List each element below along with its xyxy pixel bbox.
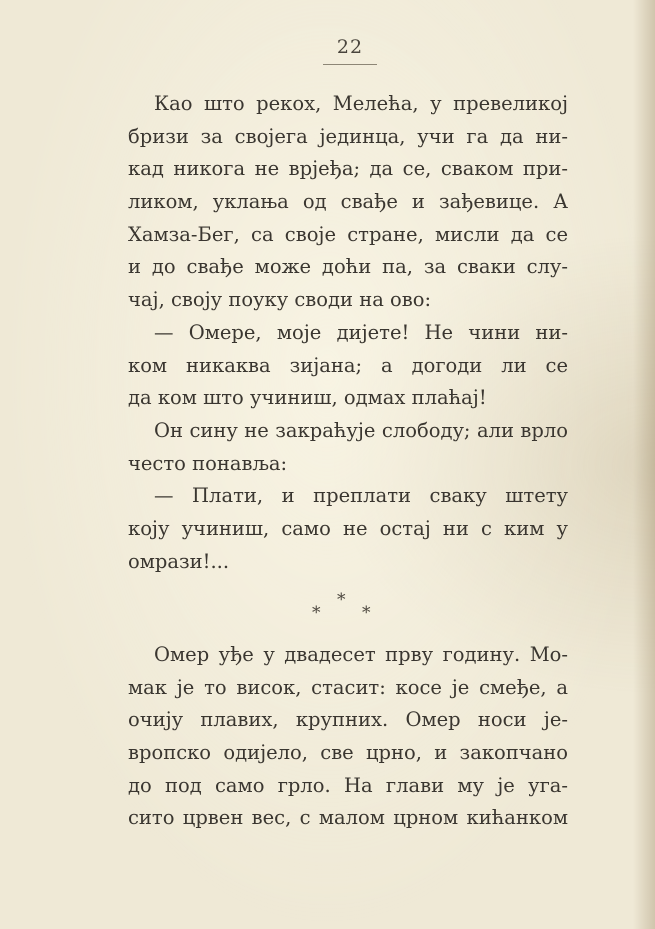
section-break-asterism (300, 592, 390, 626)
text-line: често понавља: (128, 451, 288, 475)
text-line: Као што рекох, Мелећа, у превеликој (154, 92, 568, 115)
text-line: Он сину не закраћује слободу; али врло (154, 418, 568, 442)
header-rule (323, 64, 377, 65)
text-line: бризи за својега јединца, учи га да ни- (128, 124, 568, 148)
page-number: 22 (336, 36, 364, 58)
text-line: очију плавих, крупних. Омер носи је- (128, 708, 568, 732)
text-line: ком никаква зијана; а догоди ли се (128, 353, 568, 377)
page-edge-shadow (633, 0, 655, 929)
text-line: Хамза-Бег, са своје стране, мисли да се (128, 222, 568, 246)
text-line: чај, своју поуку своди на ово: (128, 288, 432, 312)
text-line: до под само грло. На глави му је уга- (128, 773, 568, 797)
asterism-star: * (362, 603, 371, 623)
text-line: — Плати, и преплати сваку штету (154, 484, 568, 508)
text-line: мак је то висок, стасит: косе је смеђе, а (128, 675, 568, 699)
text-line: да ком што учиниш, одмах плаћај! (128, 386, 487, 410)
paragraph-block-2 (128, 639, 568, 835)
paragraph-block-1 (128, 88, 568, 578)
text-line: ликом, уклања од свађе и зађевице. А (128, 190, 568, 214)
text-line: и до свађе може доћи па, за сваки слу- (128, 255, 568, 279)
text-line: коју учиниш, само не остај ни с ким у (128, 516, 568, 540)
text-line: Омер уђе у двадесет прву годину. Мо- (154, 643, 568, 666)
text-line: сито црвен вес, с малом црном кићанком (128, 806, 568, 830)
asterism-star: * (312, 603, 321, 623)
asterism-star: * (337, 590, 346, 610)
text-line: — Омере, моје дијете! Не чини ни- (154, 320, 568, 344)
text-line: вропско одијело, све црно, и закопчано (128, 741, 568, 765)
text-line: кад никога не врјеђа; да се, сваком при- (128, 157, 568, 181)
text-line: омрази!... (128, 549, 230, 573)
